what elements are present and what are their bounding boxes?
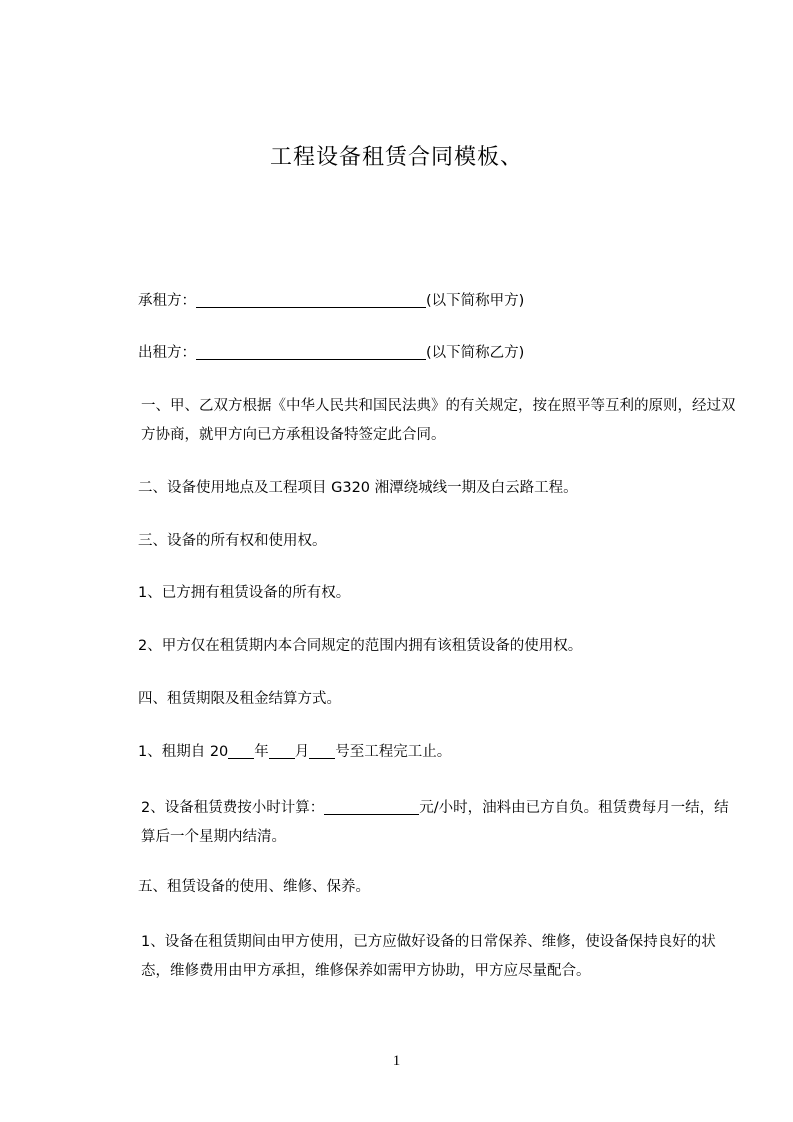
clause-4-fee <box>104 794 741 852</box>
lessee-blank[interactable] <box>196 290 426 308</box>
lessor-suffix: (以下简称乙方) <box>426 345 525 361</box>
lessee-line <box>104 287 738 316</box>
term-year: 年 <box>254 744 269 760</box>
page-number: 1 <box>392 1053 401 1069</box>
day-blank[interactable] <box>309 741 335 759</box>
document-title: 工程设备租赁合同模板、 <box>269 145 523 170</box>
clause-3-item-2: 2、甲方仅在租赁期内本合同规定的范围内拥有该租赁设备的使用权。 <box>138 638 583 654</box>
clause-3-item-1: 1、已方拥有租赁设备的所有权。 <box>138 585 351 601</box>
lessor-line <box>104 339 738 368</box>
lessor-label: 出租方： <box>138 345 196 361</box>
clause-5-heading: 五、租赁设备的使用、维修、保养。 <box>138 879 370 895</box>
clause-3-heading: 三、设备的所有权和使用权。 <box>138 533 327 549</box>
fee-prefix: 2、设备租赁费按小时计算： <box>141 800 325 816</box>
clause-4-term <box>104 738 738 767</box>
lessor-blank[interactable] <box>196 342 426 360</box>
term-suffix: 号至工程完工止。 <box>335 744 452 760</box>
clause-1: 一、甲、乙双方根据《中华人民共和国民法典》的有关规定，按在照平等互利的原则，经过双方协商，就甲方向已方承租设备特签定此合同。 <box>141 398 736 443</box>
fee-suffix: 元/小时，油料由已方自负。租赁费每月一结，结算后一个星期内结清。 <box>141 800 729 845</box>
month-blank[interactable] <box>269 741 295 759</box>
term-month: 月 <box>294 744 310 760</box>
clause-5-item-1: 1、设备在租赁期间由甲方使用，已方应做好设备的日常保养、维修，使设备保持良好的状态，维修费用由甲方承担，维修保养如需甲方协助，甲方应尽量配合。 <box>141 934 716 979</box>
lessee-suffix: (以下简称甲方) <box>426 293 525 309</box>
clause-4-heading: 四、租赁期限及租金结算方式。 <box>138 691 341 707</box>
clause-2: 二、设备使用地点及工程项目 G320 湘潭绕城线一期及白云路工程。 <box>138 480 578 496</box>
year-blank[interactable] <box>228 741 254 759</box>
lessee-label: 承租方： <box>138 293 196 309</box>
fee-blank[interactable] <box>324 797 419 815</box>
term-prefix: 1、租期自 20 <box>138 744 229 760</box>
